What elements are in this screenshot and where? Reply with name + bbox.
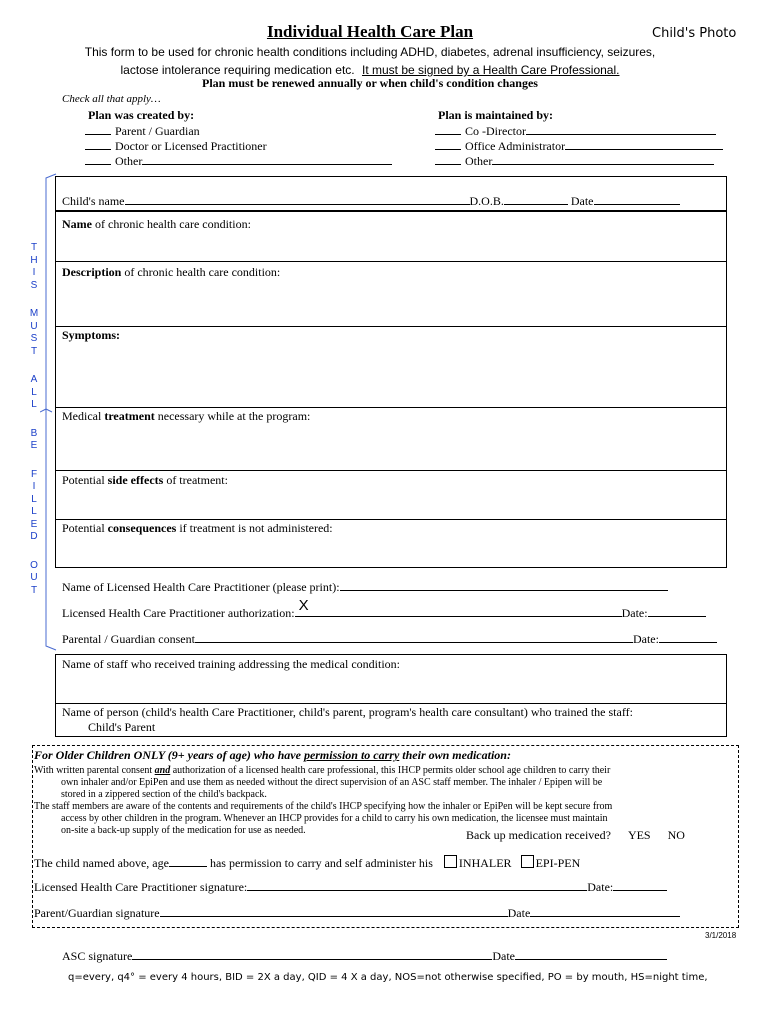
maintained-by-option-office[interactable]: Office Administrator	[435, 139, 723, 154]
check-instruction: Check all that apply…	[62, 93, 161, 105]
side-effects-box[interactable]: Potential side effects of treatment:	[55, 470, 727, 520]
trainer-box[interactable]	[55, 703, 727, 737]
practitioner-signature-line[interactable]: Licensed Health Care Practitioner signature: Date:	[34, 880, 667, 895]
symptoms-box[interactable]: Symptoms:	[55, 326, 727, 408]
created-by-option-parent[interactable]: Parent / Guardian	[85, 124, 200, 139]
maintained-by-heading: Plan is maintained by:	[438, 108, 554, 122]
form-version-date: 3/1/2018	[705, 931, 737, 940]
abbreviation-legend: q=every, q4° = every 4 hours, BID = 2X a day, QID = 4 X a day, NOS=not otherwise specified, PO = by mouth, HS=night time,	[68, 972, 708, 983]
x-mark: X	[298, 597, 309, 614]
staff-trained-box[interactable]: Name of staff who received training addressing the medical condition:	[55, 654, 727, 704]
created-by-option-doctor[interactable]: Doctor or Licensed Practitioner	[85, 139, 267, 154]
child-info-row[interactable]: Child's name D.O.B. Date	[62, 194, 680, 209]
permission-row: The child named above, age has permission to carry and self administer his INHALER EPI-PEN	[34, 856, 581, 870]
created-by-option-other[interactable]: Other	[85, 154, 392, 169]
consequences-box[interactable]: Potential consequences if treatment is not administered:	[55, 519, 727, 568]
description-box[interactable]: Description of chronic health care condition:	[55, 261, 727, 327]
intro-line-2	[40, 63, 700, 77]
inhaler-checkbox[interactable]	[444, 855, 457, 868]
intro-text: lactose intolerance requiring medication etc.	[120, 63, 355, 77]
parental-consent-line[interactable]: Parental / Guardian consent Date:	[62, 632, 717, 647]
treatment-box[interactable]: Medical treatment necessary while at the program:	[55, 407, 727, 471]
maintained-by-option-other[interactable]: Other	[435, 154, 714, 169]
backup-no[interactable]: NO	[667, 828, 685, 842]
form-title: Individual Health Care Plan	[266, 22, 474, 41]
signature-requirement: It must be signed by a Health Care Professional.	[362, 63, 620, 77]
older-children-paragraph: With written parental consent and authorization of a licensed health care professional, this IHCP permits older school age children to carry their own inhaler and/or EpiPen and use them as needed without the direct supervision of an ASC staff member. The inhaler / Epipen will be stored in a zippered section of the child's backpack. The staff members are aware of the contents and requirements of the child's IHCP specifying how the inhaler or EpiPen will be kept secure from access by other children in the program. Whenever an IHCP provides for a child to carry his own medication, the licensee must maintain on-site a back-up supply of the medication for use as needed.	[34, 765, 613, 836]
backup-medication-question: Back up medication received? YES NO	[466, 828, 685, 842]
asc-signature-line[interactable]: ASC signature Date	[62, 949, 667, 964]
intro-line-1: This form to be used for chronic health conditions including ADHD, diabetes, adrenal insufficiency, seizures,	[84, 45, 656, 59]
renewal-note: Plan must be renewed annually or when child's condition changes	[202, 76, 538, 90]
condition-name-box[interactable]: Name of chronic health care condition:	[55, 210, 727, 262]
trainer-value: Child's Parent	[88, 720, 156, 734]
vertical-note: T H I S M U S T A L L B E F I L L E D O U T	[29, 242, 39, 596]
age-field[interactable]	[169, 856, 207, 867]
trainer-label: Name of person (child's health Care Practitioner, child's parent, program's health care consultant) who trained the staff:	[62, 705, 633, 719]
created-by-heading: Plan was created by:	[88, 108, 195, 122]
practitioner-auth-line[interactable]: Licensed Health Care Practitioner authorization: X Date:	[62, 606, 706, 621]
child-info-box	[55, 176, 727, 212]
epipen-checkbox[interactable]	[521, 855, 534, 868]
maintained-by-option-codirector[interactable]: Co -Director	[435, 124, 716, 139]
parent-signature-line[interactable]: Parent/Guardian signature Date	[34, 906, 680, 921]
older-children-heading: For Older Children ONLY (9+ years of age) who have permission to carry their own medication:	[34, 748, 511, 762]
childs-photo-label: Child's Photo	[652, 26, 737, 41]
backup-yes[interactable]: YES	[627, 828, 651, 842]
practitioner-name-line[interactable]: Name of Licensed Health Care Practitioner (please print):	[62, 580, 668, 595]
